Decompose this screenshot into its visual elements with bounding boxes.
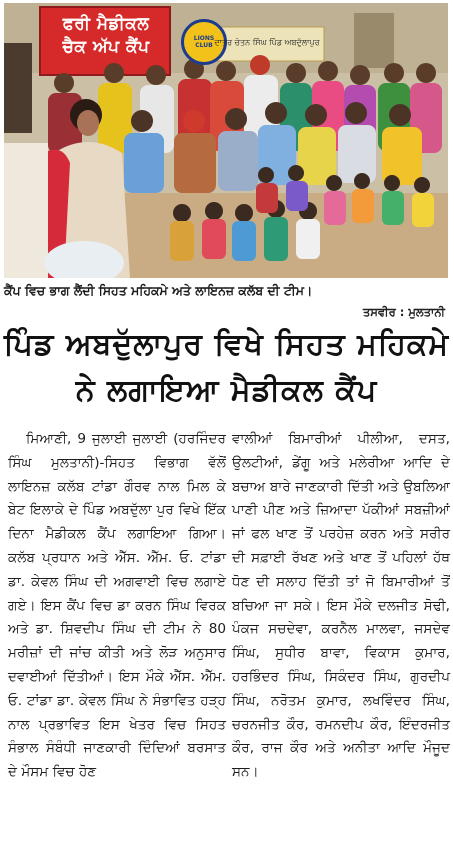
article-text-right: ਵਾਲੀਆਂ ਬਿਮਾਰੀਆਂ ਪੀਲੀਆ, ਦਸਤ, ਉਲਟੀਆਂ, ਡੇਂਗੂ ਅਤੇ ਮਲੇਰੀਆ ਆਦਿ ਦੇ ਬਚਾਅ ਬਾਰੇ ਜਾਣਕਾਰੀ ਦਿੱਤੀ ਅਤੇ ਉਬਲਿਆ ਪਾਣੀ ਪੀਣ ਅਤੇ ਜ਼ਿਆਦਾ ਪੱਕੀਆਂ ਸਬਜ਼ੀਆਂ ਜਾਂ ਫਲ ਖਾਣ ਤੋਂ ਪਰਹੇਜ਼ ਕਰਨ ਅਤੇ ਸਰੀਰ ਦੀ ਸਫ਼ਾਈ ਰੱਖਣ ਅਤੇ ਖਾਣ ਤੋਂ ਪਹਿਲਾਂ ਹੱਥ ਧੋਣ ਦੀ ਸਲਾਹ ਦਿੱਤੀ ਤਾਂ ਜੋ ਬਿਮਾਰੀਆਂ ਤੋਂ ਬਚਿਆ ਜਾ ਸਕੇ। ਇਸ ਮੌਕੇ ਦਲਜੀਤ ਸੋਢੀ, ਪੰਕਜ ਸਚਦੇਵਾ, ਕਰਨੈਲ ਮਾਲਵਾ, ਜਸਦੇਵ ਸਿੰਘ, ਸੁਧੀਰ ਬਾਵਾ, ਵਿਕਾਸ ਕੁਮਾਰ, ਹਰਭਿੰਦਰ ਸਿੰਘ, ਸਿਕੰਦਰ ਸਿੰਘ, ਗੁਰਦੀਪ ਸਿੰਘ, ਨਰੋਤਮ ਕੁਮਾਰ, ਲਖਵਿੰਦਰ ਸਿੰਘ, ਚਰਨਜੀਤ ਕੌਰ, ਰਮਨਦੀਪ ਕੌਰ, ਇੰਦਰਜੀਤ ਕੌਰ, ਰਾਜ ਕੌਰ ਅਤੇ ਅਨੀਤਾ ਆਦਿ ਮੌਜੂਦ ਸਨ। — [232, 431, 450, 781]
headline — [0, 322, 453, 414]
article-text-left: ਮਿਆਣੀ, 9 ਜੁਲਾਈ ਜੁਲਾਈ (ਹਰਜਿੰਦਰ ਸਿੰਘ ਮੁਲਤਾਨੀ)-ਸਿਹਤ ਵਿਭਾਗ ਵੱਲੋਂ ਲਾਇਨਜ਼ ਕਲੱਬ ਟਾਂਡਾ ਗੌਰਵ ਨਾਲ ਮਿਲ ਕੇ ਬੇਟ ਇਲਾਕੇ ਦੇ ਪਿੰਡ ਅਬਦੁੱਲਾ ਪੁਰ ਵਿਖੇ ਇੱਕ ਦਿਨਾ ਮੈਡੀਕਲ ਕੈਂਪ ਲਗਾਇਆ ਗਿਆ। ਕਲੱਬ ਪ੍ਰਧਾਨ ਅਤੇ ਐੱਸ. ਐੱਮ. ਓ. ਟਾਂਡਾ ਡਾ. ਕੇਵਲ ਸਿੰਘ ਦੀ ਅਗਵਾਈ ਵਿਚ ਲਗਾਏ ਗਏ। ਇਸ ਕੈਂਪ ਵਿਚ ਡਾ ਕਰਨ ਸਿੰਘ ਵਿਰਕ ਅਤੇ ਡਾ. ਸ਼ਿਵਦੀਪ ਸਿੰਘ ਦੀ ਟੀਮ ਨੇ 80 ਮਰੀਜ਼ਾਂ ਦੀ ਜਾਂਚ ਕੀਤੀ ਅਤੇ ਲੋੜ ਅਨੁਸਾਰ ਦਵਾਈਆਂ ਦਿੱਤੀਆਂ। ਇਸ ਮੌਕੇ ਐੱਸ. ਐੱਮ. ਓ. ਟਾਂਡਾ ਡਾ. ਕੇਵਲ ਸਿੰਘ ਨੇ ਸੰਭਾਵਿਤ ਹੜ੍ਹ ਨਾਲ ਪ੍ਰਭਾਵਿਤ ਇਸ ਖੇਤਰ ਵਿਚ ਸਿਹਤ ਸੰਭਾਲ ਸੰਬੰਧੀ ਜਾਣਕਾਰੀ ਦਿੰਦਿਆਂ ਬਰਸਾਤ ਦੇ ਮੌਸਮ ਵਿਚ ਹੋਣ — [8, 431, 226, 781]
photo-caption: ਕੈਂਪ ਵਿਚ ਭਾਗ ਲੈਂਦੀ ਸਿਹਤ ਮਹਿਕਮੇ ਅਤੇ ਲਾਇਨਜ਼ ਕਲੱਬ ਦੀ ਟੀਮ। — [4, 283, 313, 298]
lions-club-emblem: LIONS CLUB — [181, 19, 227, 65]
headline-line-1: ਪਿੰਡ ਅਬਦੁੱਲਾਪੁਰ ਵਿਖੇ ਸਿਹਤ ਮਹਿਕਮੇ — [3, 327, 450, 362]
banner-text: ਦਾਤਰ ਚੇਤਨ ਸਿੰਘ ਪਿੰਡ ਅਬਦੁੱਲਾਪੁਰ — [214, 38, 320, 47]
article-column-left — [8, 428, 226, 785]
headline-line-2: ਨੇ ਲਗਾਇਆ ਮੈਡੀਕਲ ਕੈਂਪ — [75, 373, 378, 408]
article-column-right — [232, 428, 450, 785]
photo-credit: ਤਸਵੀਰ : ਮੁਲਤਾਨੀ — [362, 305, 445, 319]
camp-photo — [4, 3, 448, 278]
sign-text: ਫਰੀ ਮੈਡੀਕਲ ਚੈਕ ਅੱਪ ਕੈਂਪ — [62, 14, 150, 57]
